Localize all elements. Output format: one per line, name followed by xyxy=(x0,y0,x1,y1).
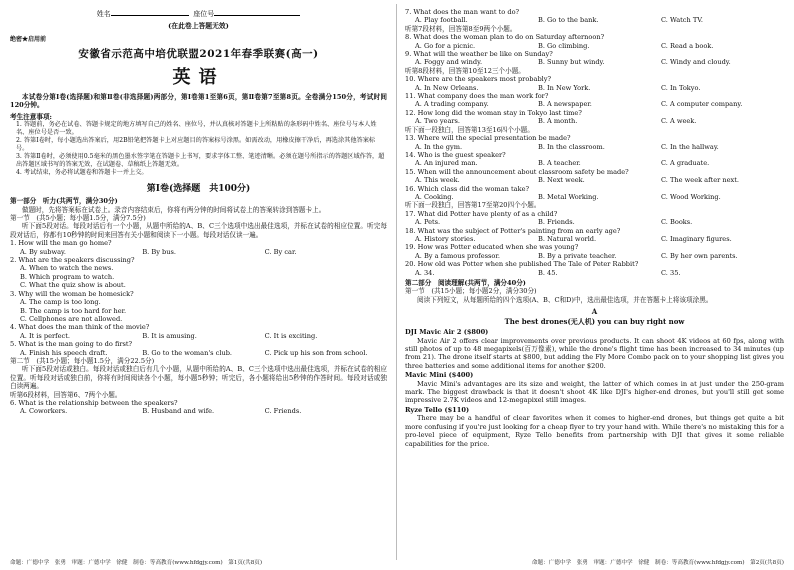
drone-text: There may be a handful of clear favorites when it comes to higher-end drones, but things get quite a bit more confusing if you're just looking for a cheap flyer to try your hand with. While there's no mistaking this for a pro-level piece of equipment, Ryze Tello benefits from partnership with DJI that gives it some reliable capabilities for the price. xyxy=(405,414,784,448)
answer-option: C. Read a book. xyxy=(661,41,714,50)
question-stem: 20. How old was Potter when she published The Tale of Peter Rabbit? xyxy=(405,260,639,269)
section2-heading: 第二节 (共15小题；每小题1.5分，满分22.5分) xyxy=(10,356,155,365)
answer-option: C. A graduate. xyxy=(661,159,710,168)
answer-option: B. Next week. xyxy=(538,176,585,185)
answer-option: A. In the gym. xyxy=(415,142,463,151)
question-stem: 4. What does the man think of the movie? xyxy=(10,323,150,332)
section2-intro: 听下面5段对话或独白。每段对话或独白后有几个小题，从题中所给的A、B、C三个选项中选出最佳选项，并标在试卷的相应位置。听每段对话或独白前，你将有时间阅读各个小题，每小题5秒钟；听完后，各小题将给出5秒钟的作答时间。每段对话或独白读两遍。 xyxy=(10,365,387,391)
answer-option: B. Go to the woman's club. xyxy=(142,348,233,357)
listen-instruction: 听下面一段独白，回答第13至16四个小题。 xyxy=(405,125,534,134)
answer-option: B. Go climbing. xyxy=(538,41,590,50)
answer-options xyxy=(10,248,387,256)
answer-option: A. Go for a picnic. xyxy=(415,41,476,50)
answer-options xyxy=(10,407,387,415)
exam-title: 安徽省示范高中培优联盟2021年春季联赛(高一) xyxy=(78,48,319,60)
listen-instruction: 听第6段材料，回答第6、7两个小题。 xyxy=(10,390,122,399)
answer-option: B. By a private teacher. xyxy=(538,251,617,260)
no-answer-notice: (在此卷上答题无效) xyxy=(168,22,229,30)
drone-text: Mavic Mini's advantages are its size and weight, the latter of which comes in at just under the 250-gram mark. The biggest drawback is that it doesn't shoot 4K like DJI's higher-end drones, but you'll still get some impressive 2.7K videos and 12-megapixel still images. xyxy=(405,379,784,405)
question-stem: 5. What is the man going to do first? xyxy=(10,340,133,349)
seat-label: 座位号 xyxy=(193,10,215,18)
answer-option: B. Natural world. xyxy=(538,234,597,243)
answer-option: C. By car. xyxy=(264,247,297,256)
answer-options xyxy=(10,349,387,357)
exam-intro: 本试卷分第Ⅰ卷(选择题)和第Ⅱ卷(非选择题)两部分，第Ⅰ卷第1至第6页，第Ⅱ卷第7至第8页。全卷满分150分，考试时间120分钟。 xyxy=(10,93,387,110)
answer-option: B. Which program to watch. xyxy=(20,272,115,281)
answer-option: A. Cooking. xyxy=(415,192,454,201)
answer-option: C. Windy and cloudy. xyxy=(661,58,731,67)
drone-name: DJI Mavic Air 2 ($800) xyxy=(405,328,489,337)
answer-options xyxy=(405,218,784,226)
question-stem: 15. When will the announcement about classroom safety be made? xyxy=(405,167,629,176)
answer-option: A. Play football. xyxy=(415,16,468,25)
answer-option: A. Pets. xyxy=(415,218,441,227)
answer-option: C. Imaginary figures. xyxy=(661,234,732,243)
answer-option: B. It is amusing. xyxy=(142,331,197,340)
answer-options xyxy=(405,252,784,260)
answer-option: A. By subway. xyxy=(20,247,66,256)
name-blank xyxy=(111,8,189,16)
answer-option: A. By a famous professor. xyxy=(415,251,500,260)
question-stem: 18. What was the subject of Potter's painting from an early age? xyxy=(405,226,621,235)
notes-item: 2. 答第Ⅰ卷时，每小题选出答案后，用2B铅笔把答题卡上对应题目的答案标号涂黑。如需改动，用橡皮擦干净后，再选涂其他答案标号。 xyxy=(16,137,376,153)
left-questions xyxy=(10,239,387,416)
answer-option: A. History stories. xyxy=(415,234,476,243)
answer-options xyxy=(405,269,784,277)
question-stem: 19. How was Potter educated when she was young? xyxy=(405,243,579,252)
seat-blank xyxy=(214,8,300,16)
answer-options xyxy=(405,159,784,167)
secret-mark: 绝密★启用前 xyxy=(10,36,47,43)
reading-heading: 第二部分 阅读理解(共两节，满分40分) xyxy=(405,279,526,287)
answer-options xyxy=(405,100,784,108)
answer-option: A. An injured man. xyxy=(415,159,478,168)
listen-instruction: 听第7段材料，回答第8至9两个小题。 xyxy=(405,24,517,33)
answer-option: A. This week. xyxy=(415,176,460,185)
section1-heading: 第一节 (共5小题；每小题1.5分，满分7.5分) xyxy=(10,214,146,223)
answer-option: C. Books. xyxy=(661,218,693,227)
question-stem: 12. How long did the woman stay in Tokyo last time? xyxy=(405,108,582,117)
answer-option: B. A teacher. xyxy=(538,159,581,168)
notes-item: 4. 考试结束，务必将试题卷和答题卡一并上交。 xyxy=(16,169,148,177)
answer-option: B. In the classroom. xyxy=(538,142,605,151)
answer-option: A. 34. xyxy=(415,268,435,277)
answer-option: C. Pick up his son from school. xyxy=(264,348,368,357)
part1-title: 第Ⅰ卷(选择题 共100分) xyxy=(146,184,251,195)
question-stem: 6. What is the relationship between the speakers? xyxy=(10,398,178,407)
footer-right: 命题：广德中学 张勇 审题：广德中学 徐健 制卷：等高教育(www.hfdgjy.com) 第2页(共8页) xyxy=(531,560,784,566)
answer-option: C. In the hallway. xyxy=(661,142,719,151)
answer-option: A. Two years. xyxy=(415,117,461,126)
listen-instruction: 听第8段材料，回答第10至12三个小题。 xyxy=(405,66,525,75)
answer-option: C. By her own parents. xyxy=(661,251,738,260)
answer-options xyxy=(405,42,784,50)
answer-option: A. The camp is too long. xyxy=(20,298,101,307)
answer-option: B. Metal Working. xyxy=(538,192,599,201)
answer-option: B. Friends. xyxy=(538,218,575,227)
drone-name: Mavic Mini ($400) xyxy=(405,371,474,380)
page-footer xyxy=(10,560,784,567)
name-seat-line xyxy=(10,8,387,19)
question-stem: 14. Who is the guest speaker? xyxy=(405,150,506,159)
answer-option: C. It is exciting. xyxy=(264,331,318,340)
question-stem: 10. Where are the speakers most probably? xyxy=(405,75,552,84)
reading-section-heading: 第一节 (共15小题；每小题2分，满分30分) xyxy=(405,287,537,296)
question-stem: 13. Where will the special presentation be made? xyxy=(405,134,571,143)
answer-options xyxy=(405,16,784,24)
answer-option: B. In New York. xyxy=(538,83,591,92)
page-2-column xyxy=(397,0,794,570)
question-stem: 17. What did Potter have plenty of as a child? xyxy=(405,209,558,218)
answer-option: B. 45. xyxy=(538,268,558,277)
answer-option: B. A newspaper. xyxy=(538,100,592,109)
answer-option: C. Cellphones are not allowed. xyxy=(20,314,123,323)
question-stem: 8. What does the woman plan to do on Saturday afternoon? xyxy=(405,33,605,42)
answer-options xyxy=(10,332,387,340)
right-questions xyxy=(405,8,784,277)
answer-option: C. 35. xyxy=(661,268,681,277)
drone-text: Mavic Air 2 offers clear improvements over previous products. It can shoot 4K videos at 60 fps, along with still photos of up to 48 megapixels(百万像素), while the drone's flight time has been increased to 34 minutes (up from 21). The drone itself starts at $800, but adding the Fly More Combo pack on to your shopping list gives you three batteries and some additional items for another $200. xyxy=(405,336,784,370)
question-stem: 11. What company does the man work for? xyxy=(405,92,549,101)
listening-intro: 做题时，先将答案标在试卷上。录音内容结束后，你将有两分钟的时间将试卷上的答案转涂到答题卡上。 xyxy=(22,205,326,214)
answer-options xyxy=(405,235,784,243)
answer-option: B. Sunny but windy. xyxy=(538,58,605,67)
answer-option: A. A trading company. xyxy=(415,100,489,109)
answer-option: B. Husband and wife. xyxy=(142,407,215,416)
question-stem: 9. What will the weather be like on Sunday? xyxy=(405,50,553,59)
question-stem: 16. Which class did the woman take? xyxy=(405,184,530,193)
notes-item: 1. 答题前，务必在试卷、答题卡规定的地方填写自己的姓名、座位号，并认真核对答题卡上所粘贴的条形码中姓名、座位号与本人姓名、座位号是否一致。 xyxy=(16,121,377,137)
answer-option: A. When to watch the news. xyxy=(20,264,114,273)
drone-name: Ryze Tello ($110) xyxy=(405,405,470,414)
answer-option: C. In Tokyo. xyxy=(661,83,701,92)
answer-option: A. Coworkers. xyxy=(20,407,68,416)
answer-option: C. What the quiz show is about. xyxy=(20,281,126,290)
answer-option: B. Go to the bank. xyxy=(538,16,599,25)
answer-option: C. A computer company. xyxy=(661,100,743,109)
answer-options xyxy=(405,58,784,66)
notes-heading: 考生注意事项: xyxy=(10,112,52,121)
answer-option: A. It is perfect. xyxy=(20,331,70,340)
answer-options xyxy=(405,176,784,184)
question-stem: 1. How will the man go home? xyxy=(10,239,112,248)
answer-options xyxy=(405,117,784,125)
section1-intro: 听下面5段对话。每段对话后有一个小题，从题中所给的A、B、C三个选项中选出最佳选项，并标在试卷的相应位置。听完每段对话后，你都有10秒钟的时间来回答有关小题和阅读下一小题。每段对话仅读一遍。 xyxy=(10,222,387,239)
answer-option: C. Friends. xyxy=(264,407,302,416)
listen-instruction: 听下面一段独白，回答第17至第20四个小题。 xyxy=(405,201,541,210)
answer-option: C. Wood Working. xyxy=(661,192,721,201)
answer-options xyxy=(405,143,784,151)
answer-option: C. The week after next. xyxy=(661,176,739,185)
passage-title: The best drones(无人机) you can buy right now xyxy=(504,317,685,327)
answer-option: B. By bus. xyxy=(142,247,176,256)
reading-intro: 阅读下列短文，从每题所给的四个选项(A、B、C和D)中，选出最佳选项，并在答题卡上将该项涂黑。 xyxy=(417,295,713,304)
answer-option: A. In New Orleans. xyxy=(415,83,479,92)
question-stem: 3. Why will the woman be homesick? xyxy=(10,289,134,298)
name-label: 姓名 xyxy=(96,10,111,18)
listening-heading: 第一部分 听力(共两节，满分30分) xyxy=(10,197,118,206)
subject-title: 英语 xyxy=(172,67,225,88)
answer-option: A. Foggy and windy. xyxy=(415,58,483,67)
answer-option: C. A week. xyxy=(661,117,697,126)
answer-options xyxy=(405,84,784,92)
answer-option: B. A month. xyxy=(538,117,578,126)
question-stem: 2. What are the speakers discussing? xyxy=(10,256,135,265)
answer-option: A. Finish his speech draft. xyxy=(20,348,108,357)
question-stem: 7. What does the man want to do? xyxy=(405,8,520,16)
footer-left: 命题：广德中学 张勇 审题：广德中学 徐健 制卷：等高教育(www.hfdgjy.com) 第1页(共8页) xyxy=(10,560,263,566)
passage-letter: A xyxy=(591,307,598,317)
answer-option: C. Watch TV. xyxy=(661,16,703,25)
notes-item: 3. 答第Ⅱ卷时，必须使用0.5毫米的黑色墨水签字笔在答题卡上书写，要求字体工整、笔迹清晰。必须在题号所指示的答题区域作答，超出答题区域书写的答案无效，在试题卷、草稿纸上答题无效。 xyxy=(16,153,385,169)
answer-option: B. The camp is too hard for her. xyxy=(20,306,127,315)
